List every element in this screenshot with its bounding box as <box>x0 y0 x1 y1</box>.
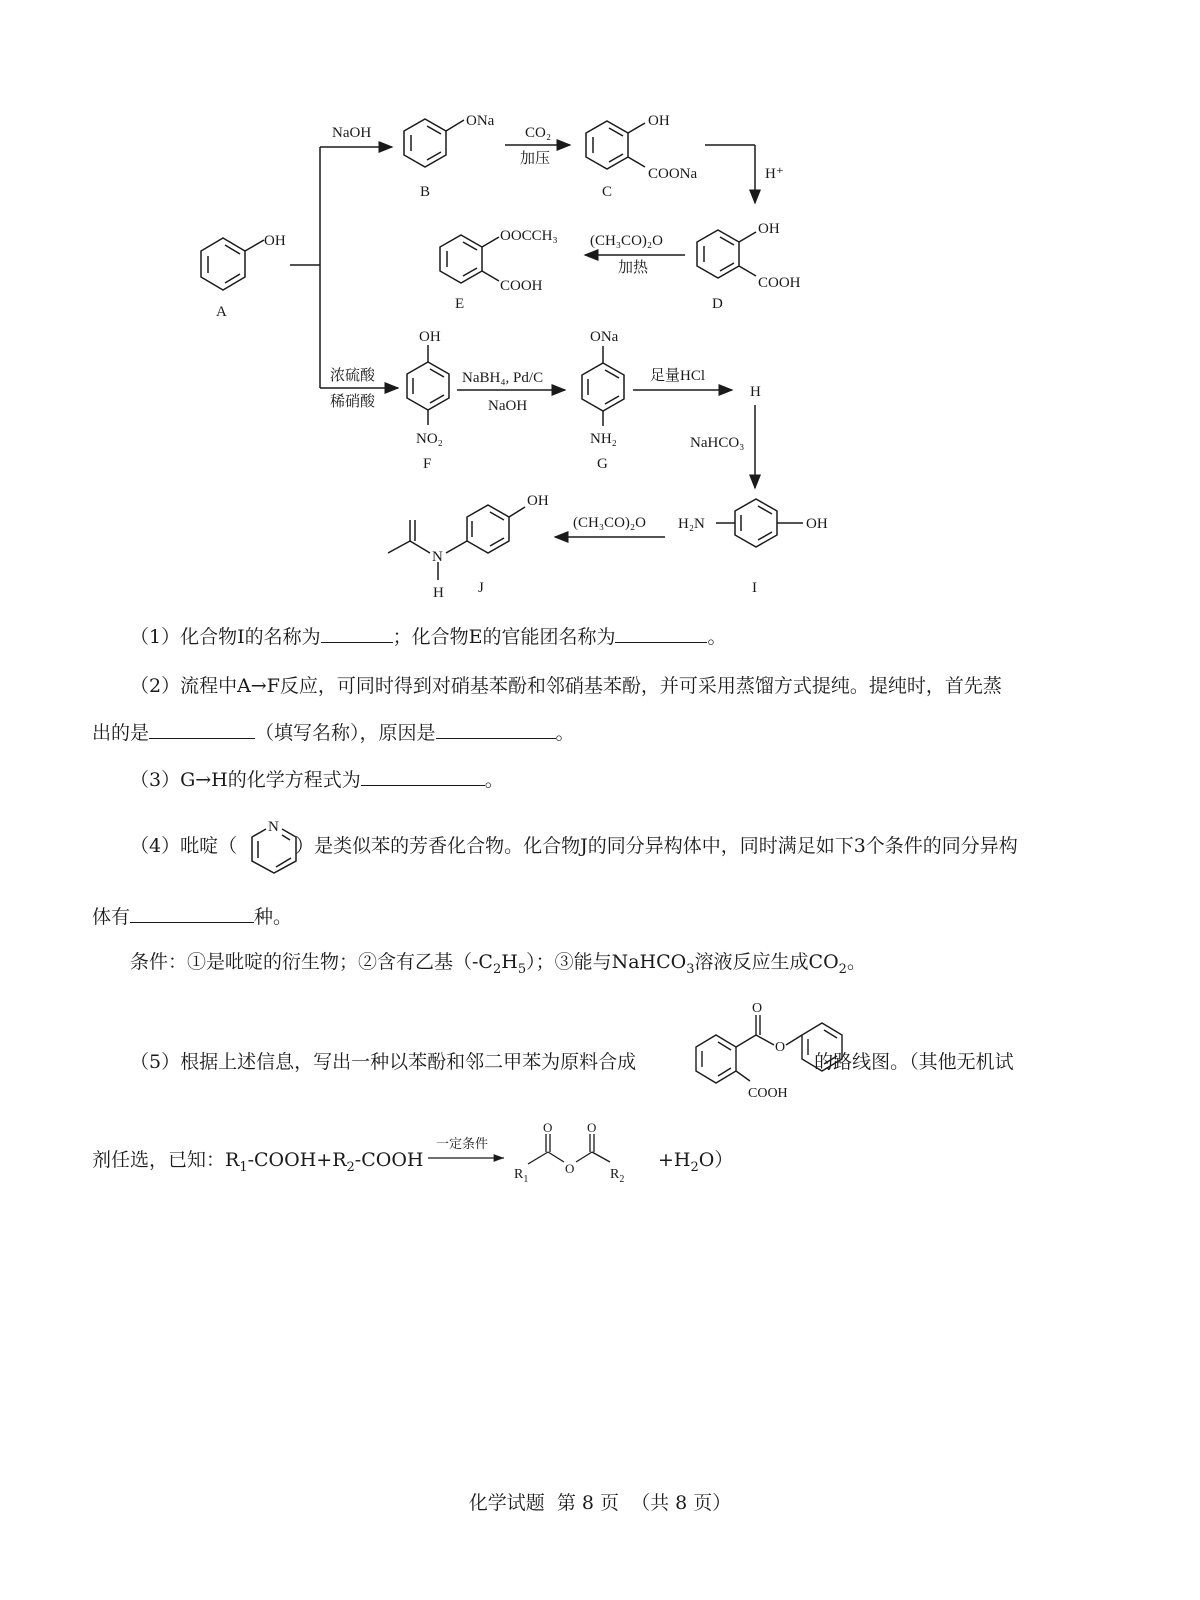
group-g-ona: ONa <box>590 329 619 345</box>
question-5-line1: （5）根据上述信息，写出一种以苯酚和邻二甲苯为原料合成 的路线图。（其他无机试 <box>130 1051 1014 1073</box>
label-i: I <box>752 580 757 596</box>
question-4-line2: 体有 种。 <box>92 902 292 931</box>
reagent-pressure: 加压 <box>520 151 551 167</box>
question-1: （1）化合物I的名称为 ；化合物E的官能团名称为 。 <box>130 622 727 651</box>
group-d-oh: OH <box>758 221 780 237</box>
compound-j-ring <box>388 505 525 580</box>
compound-b-ring <box>404 119 464 167</box>
reagent-conc-h2so4: 浓硫酸 <box>330 368 376 384</box>
group-j-n: N <box>432 549 443 565</box>
group-c-coona: COONa <box>648 166 698 182</box>
label-j: J <box>478 580 484 596</box>
reagent-anhydride2: (CH₃CO)₂O <box>573 515 646 531</box>
pyridine-structure <box>246 815 302 877</box>
compound-d-ring <box>697 230 756 278</box>
label-d: D <box>712 296 723 312</box>
target-carbonyl-o: O <box>752 1001 763 1016</box>
r1-label: $R_1$ <box>514 1167 529 1185</box>
group-j-h: H <box>433 585 444 601</box>
svg-text:O: O <box>543 1120 553 1135</box>
r2-label: $R_2$ <box>610 1167 625 1185</box>
compound-e-ring <box>440 235 499 283</box>
group-j-oh: OH <box>527 493 549 509</box>
answer-blank-q1b[interactable] <box>615 622 707 643</box>
group-e-ester: OOCCH₃ <box>500 228 558 244</box>
answer-blank-q3[interactable] <box>361 765 485 786</box>
group-d-cooh: COOH <box>758 275 801 291</box>
question-4-line1: （4）吡啶（ ）是类似苯的芳香化合物。化合物J的同分异构体中，同时满足如下3个条件的同分异构 <box>130 835 1018 857</box>
compound-i-ring <box>716 499 803 547</box>
label-c: C <box>602 184 613 200</box>
target-cooh: COOH <box>748 1086 788 1101</box>
target-molecule-structure <box>686 995 866 1105</box>
label-e: E <box>455 296 465 312</box>
compound-g-ring <box>582 346 624 426</box>
question-3: （3）G→H的化学方程式为 。 <box>130 765 504 794</box>
question-2-line2: 出的是 （填写名称），原因是 。 <box>92 718 575 747</box>
answer-blank-q4[interactable] <box>130 902 254 923</box>
group-b-ona: ONa <box>466 113 495 129</box>
group-e-cooh: COOH <box>500 278 543 294</box>
page-footer: 化学试题 第 8 页 （共 8 页） <box>468 1492 732 1514</box>
water-product: $+H_2O$） <box>658 1149 734 1175</box>
group-f-no2: NO₂ <box>416 431 443 447</box>
compound-a-ring <box>201 238 264 290</box>
group-i-oh: OH <box>806 516 828 532</box>
group-i-h2n: H₂N <box>678 516 705 532</box>
label-f: F <box>423 456 432 472</box>
target-ester-o: O <box>775 1040 786 1055</box>
answer-blank-q2a[interactable] <box>149 718 255 739</box>
label-g: G <box>597 456 608 472</box>
conditions-line: 条件：①是吡啶的衍生物；②含有乙基$(-C_2H_5)$；③能与NaHCO$_3$溶液反应生成$CO_2$。 <box>130 951 866 977</box>
label-h: H <box>750 384 761 400</box>
label-b: B <box>420 184 431 200</box>
compound-f-ring <box>407 345 449 425</box>
anhydride-reaction <box>426 1118 656 1190</box>
reagent-naoh2: NaOH <box>488 398 528 414</box>
question-5-line2: 剂任选，已知：$R_1-COOH+R_2$-COOH <box>92 1149 424 1175</box>
svg-text:O: O <box>587 1120 597 1135</box>
reagent-naoh: NaOH <box>332 125 372 141</box>
group-c-oh: OH <box>648 113 670 129</box>
reagent-h-plus: H⁺ <box>765 166 784 182</box>
group-f-oh: OH <box>419 329 441 345</box>
compound-c-ring <box>586 121 645 169</box>
pyridine-n: N <box>268 819 279 835</box>
reaction-condition: 一定条件 <box>436 1136 489 1151</box>
reagent-anhydride: (CH₃CO)₂O <box>590 233 663 249</box>
reagent-dil-hno3: 稀硝酸 <box>330 394 376 410</box>
answer-blank-q2b[interactable] <box>436 718 556 739</box>
reaction-scheme <box>0 0 1200 610</box>
question-2-line1: （2）流程中A→F反应，可同时得到对硝基苯酚和邻硝基苯酚，并可采用蒸馏方式提纯。提纯时，首先蒸 <box>130 675 1002 697</box>
reagent-heat: 加热 <box>618 260 649 276</box>
label-a: A <box>216 304 227 320</box>
reagent-nahco3: NaHCO₃ <box>690 435 745 451</box>
group-g-nh2: NH₂ <box>590 431 617 447</box>
reagent-nabh4: NaBH₄, Pd/C <box>462 370 544 386</box>
answer-blank-q1a[interactable] <box>321 622 393 643</box>
reagent-excess-hcl: 足量HCl <box>650 368 706 384</box>
reagent-co2: CO₂ <box>525 125 552 141</box>
svg-text:O: O <box>565 1161 575 1176</box>
group-a-oh: OH <box>264 233 286 249</box>
